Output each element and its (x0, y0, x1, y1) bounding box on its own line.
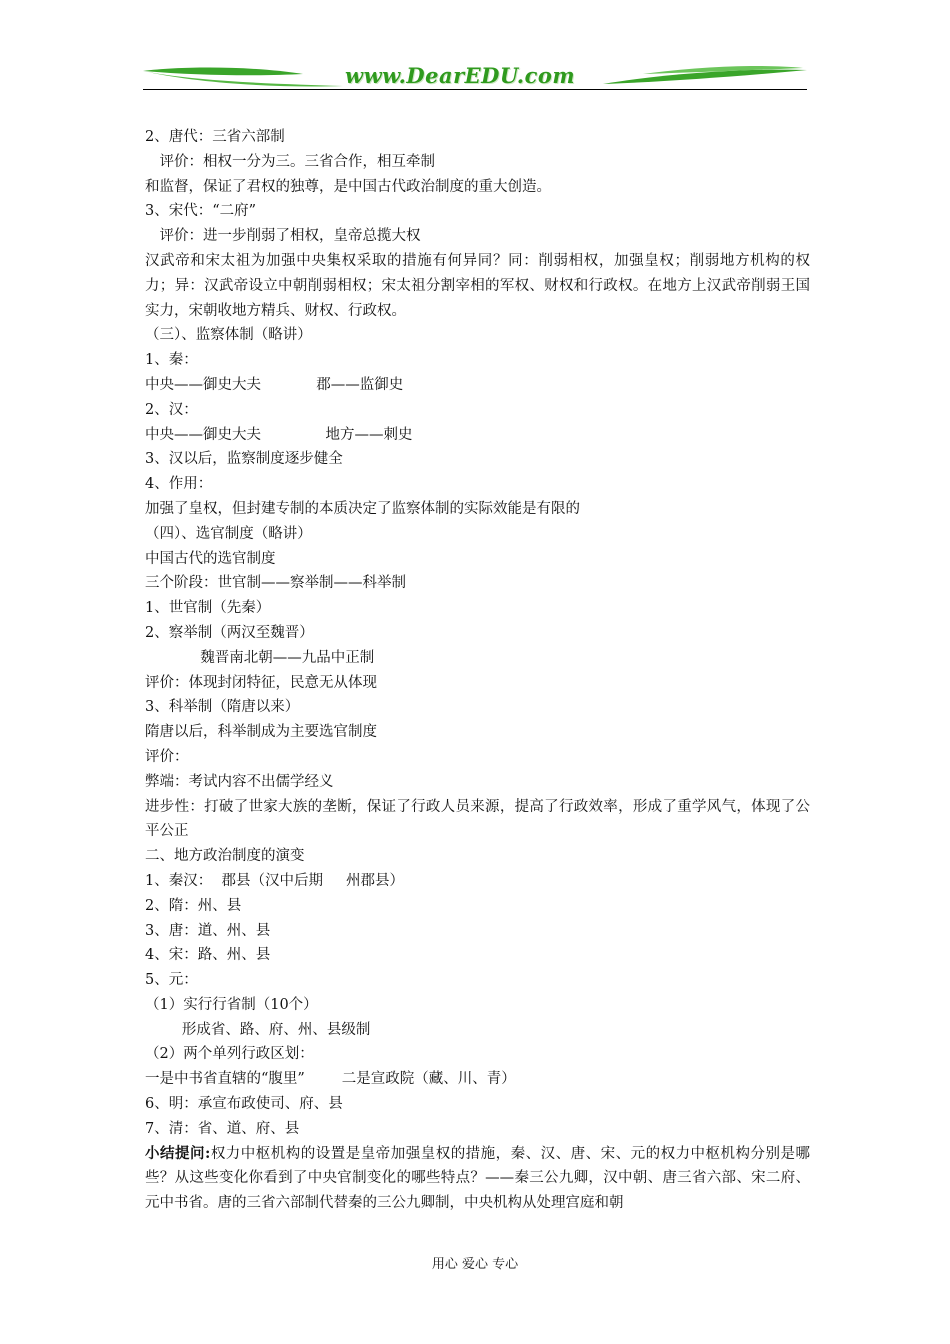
text-line: 二、地方政治制度的演变 (145, 848, 305, 865)
text-line: 1、秦汉： 郡县（汉中后期 州郡县） (145, 872, 404, 889)
text-line: 中央——御史大夫 地方——刺史 (145, 426, 413, 443)
text-line: 2、隋：州、县 (145, 897, 242, 914)
paragraph: 进步性：打破了世家大族的垄断，保证了行政人员来源，提高了行政效率，形成了重学风气，体现了公平公正 (145, 798, 810, 840)
text-line: 评价：相权一分为三。三省合作，相互牵制 (145, 153, 435, 170)
text-line: 评价：进一步削弱了相权，皇帝总揽大权 (145, 228, 421, 245)
text-line: 中国古代的选官制度 (145, 550, 276, 567)
text-line: 中央——御史大夫 郡——监御史 (145, 376, 404, 393)
text-line: 2、汉： (145, 401, 198, 418)
text-line: 3、宋代：“二府” (145, 203, 257, 220)
paragraph: 汉武帝和宋太祖为加强中央集权采取的措施有何异同？同：削弱相权，加强皇权；削弱地方机构的权力；异：汉武帝设立中朝削弱相权；宋太祖分割宰相的军权、财权和行政权。在地方上汉武帝削弱王国实力，宋朝收地方精兵、财权、行政权。 (145, 252, 810, 319)
summary-label: 小结提问: (145, 1144, 211, 1162)
text-line: 形成省、路、府、州、县级制 (145, 1021, 371, 1038)
text-line: 和监督，保证了君权的独尊，是中国古代政治制度的重大创造。 (145, 178, 551, 195)
text-line: 魏晋南北朝——九品中正制 (145, 649, 375, 666)
text-line: 评价：体现封闭特征，民意无从体现 (145, 674, 377, 691)
text-line: 3、科举制（隋唐以来） (145, 699, 300, 716)
text-line: 4、宋：路、州、县 (145, 947, 271, 964)
text-line: 5、元： (145, 972, 198, 989)
text-line: 7、清：省、道、府、县 (145, 1120, 300, 1137)
text-line: 4、作用： (145, 476, 213, 493)
text-line: （四）、选官制度（略讲） (145, 525, 312, 542)
text-line: 一是中书省直辖的“腹里” 二是宣政院（藏、川、青） (145, 1071, 516, 1088)
text-line: （三）、监察体制（略讲） (145, 327, 312, 344)
document-body (145, 125, 810, 1216)
text-line: 1、世官制（先秦） (145, 600, 271, 617)
page-footer: 用心 爱心 专心 (431, 1257, 519, 1272)
text-line: 2、察举制（两汉至魏晋） (145, 624, 314, 641)
text-line: 2、唐代：三省六部制 (145, 129, 285, 145)
text-line: 三个阶段：世官制——察举制——科举制 (145, 575, 406, 592)
text-line: 6、明：承宣布政使司、府、县 (145, 1096, 343, 1113)
summary-text: 权力中枢机构的设置是皇帝加强皇权的措施，秦、汉、唐、宋、元的权力中枢机构分别是哪些？从这些变化你看到了中央官制变化的哪些特点？——秦三公九卿，汉中朝、唐三省六部、宋二府、元中书省。唐的三省六部制代替秦的三公九卿制，中央机构从处理宫庭和朝 (145, 1145, 810, 1212)
text-line: 3、唐：道、州、县 (145, 922, 271, 939)
text-line: 隋唐以后，科举制成为主要选官制度 (145, 724, 377, 741)
text-line: （1）实行行省制（10个） (145, 996, 318, 1013)
text-line: 1、秦： (145, 352, 198, 369)
text-line: （2）两个单列行政区划： (145, 1046, 314, 1063)
text-line: 加强了皇权，但封建专制的本质决定了监察体制的实际效能是有限的 (145, 500, 580, 517)
text-line: 评价： (145, 748, 189, 765)
text-line: 弊端：考试内容不出儒学经义 (145, 773, 334, 790)
header-rule (143, 89, 807, 90)
site-brand: www.DearEDU.com (345, 63, 576, 88)
summary-paragraph (145, 1142, 810, 1216)
text-line: 3、汉以后，监察制度逐步健全 (145, 451, 343, 468)
